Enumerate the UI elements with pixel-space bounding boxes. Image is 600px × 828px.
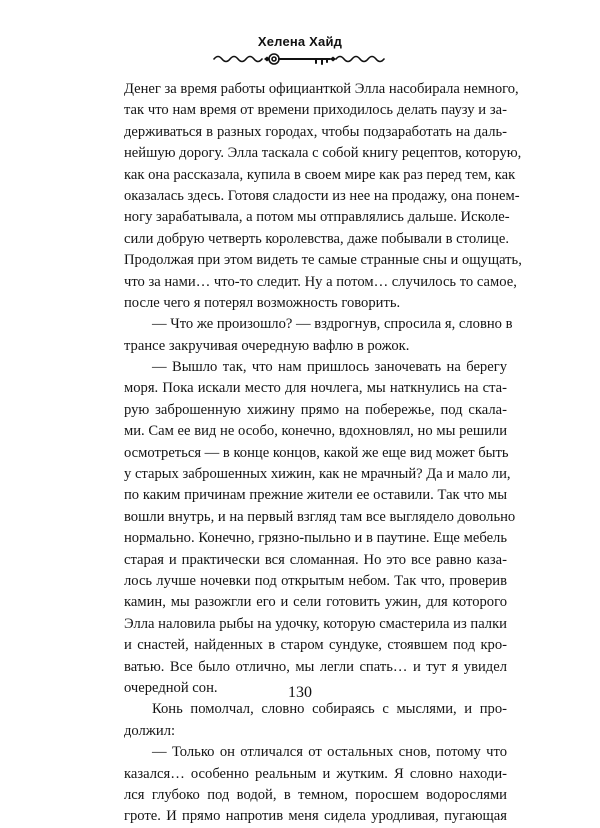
text-line: Продолжая при этом видеть те самые странные сны и ощущать, (124, 252, 522, 269)
text-line: ватью. Все было отлично, мы легли спать… и тут я увидел (124, 658, 507, 675)
text-line: моря. Пока искали место для ночлега, мы наткнулись на ста- (124, 380, 507, 397)
text-line: рую заброшенную хижину прямо на побережье, под скала- (124, 401, 507, 418)
page-number: 130 (288, 684, 312, 701)
text-line: должил: (124, 722, 176, 739)
text-line: вошли внутрь, и на первый взгляд там все выглядело довольно (124, 508, 516, 525)
text-line: так что нам время от времени приходилось делать паузу и за- (124, 102, 507, 119)
text-line: по каким причинам прежние жители ее оставили. Так что мы (124, 487, 507, 504)
text-line: гроте. И прямо напротив меня сидела уродливая, пугающая (124, 808, 507, 825)
text-line: сили добрую четверть королевства, даже побывали в столице. (124, 230, 509, 247)
text-line: и снастей, найденных в старом сундуке, стоявшем под кро- (124, 637, 507, 654)
text-line: казался… особенно реальным и жутким. Я словно находи- (124, 765, 507, 782)
text-line: — Что же произошло? — вздрогнув, спросила я, словно в (152, 316, 513, 333)
text-line: трансе закручивая очередную вафлю в рожок. (124, 337, 410, 354)
text-line: лось лучше ночевки под открытым небом. Так что, проверив (124, 572, 507, 589)
text-line: Денег за время работы официанткой Элла насобирала немного, (124, 81, 519, 97)
text-line: что за нами… что-то следит. Ну а потом… случилось то самое, (124, 273, 517, 290)
key-flourish-icon (212, 51, 388, 67)
text-line: очередной сон. (124, 679, 218, 696)
text-line: осмотреться — в конце концов, какой же еще вид может быть (124, 444, 509, 461)
text-line: ногу зарабатывала, а потом мы отправлялись дальше. Исколе- (124, 209, 510, 226)
text-line: старая и практически вся сломанная. Но это все равно каза- (124, 551, 507, 568)
text-line: камин, мы разожгли его и сели готовить ужин, для которого (124, 594, 507, 611)
text-line: у старых заброшенных хижин, как не мрачный? Да и мало ли, (124, 466, 511, 483)
text-line: — Вышло так, что нам пришлось заночевать на берегу (152, 359, 507, 376)
text-line: Элла наловила рыбы на удочку, которую смастерила из палки (124, 615, 507, 632)
text-line: оказалась здесь. Готовя сладости из нее на продажу, она понем- (124, 187, 520, 204)
text-line: Конь помолчал, словно собираясь с мыслями, и про- (152, 701, 507, 718)
text-line: — Только он отличался от остальных снов, потому что (152, 744, 507, 761)
text-line: лся глубоко под водой, в темном, поросшем водорослями (124, 786, 507, 803)
text-line: как она рассказала, купила в своем мире как раз перед тем, как (124, 166, 516, 183)
text-line: нормально. Конечно, грязно-пыльно и в паутине. Еще мебель (124, 530, 507, 547)
text-line: после чего я потерял возможность говорить. (124, 294, 401, 311)
running-head-author: Хелена Хайд (257, 34, 343, 49)
body-text (124, 79, 522, 828)
text-line: ми. Сам ее вид не особо, конечно, вдохновлял, но мы решили (124, 423, 507, 440)
text-line: нейшую дорогу. Элла таскала с собой книгу рецептов, которую, (124, 145, 522, 162)
text-line: держиваться в разных городах, чтобы подзаработать на даль- (124, 123, 507, 140)
